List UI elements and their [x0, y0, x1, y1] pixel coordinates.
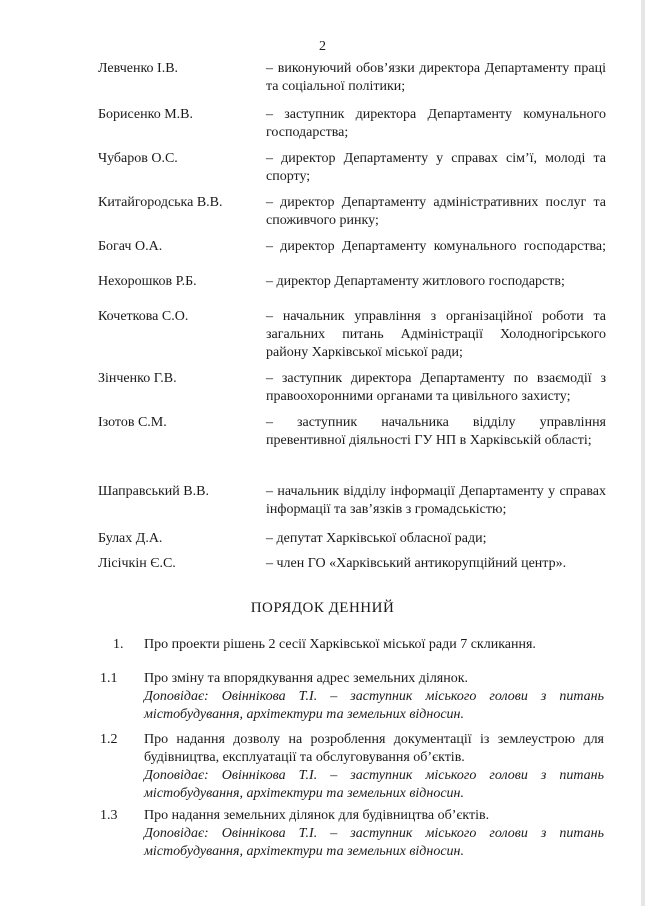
agenda-item-title: Про зміну та впорядкування адрес земельних ділянок. [144, 671, 469, 686]
agenda-item [144, 670, 604, 724]
agenda-item-speaker: Доповідає: Овіннікова Т.І. – заступник міського голови з питань містобудування, архітектури та земельних відносин. [144, 768, 604, 801]
participant-name: Борисенко М.В. [98, 107, 193, 122]
agenda-item-number: 1.3 [100, 808, 118, 823]
participant-role: – виконуючий обов’язки директора Департаменту праці та соціальної політики; [266, 61, 606, 94]
participant-name: Зінченко Г.В. [98, 371, 177, 386]
participant-name: Богач О.А. [98, 239, 163, 254]
agenda-section-number: 1. [113, 637, 124, 652]
participant-role: – директор Департаменту адміністративних послуг та споживчого ринку; [266, 195, 606, 228]
page-number: 2 [319, 39, 326, 54]
participant-role: – начальник управління з організаційної роботи та загальних питань Адміністрації Холодногірського району Харківської міської ради; [266, 309, 606, 360]
agenda-item [144, 807, 604, 861]
participant-name: Нехорошков Р.Б. [98, 274, 197, 289]
participant-role: – заступник начальника відділу управління превентивної діяльності ГУ НП в Харківській області; [266, 415, 606, 448]
participant-role: – директор Департаменту житлового господарств; [266, 274, 565, 289]
agenda-item-title: Про надання земельних ділянок для будівництва об’єктів. [144, 808, 490, 823]
participant-name: Шаправський В.В. [98, 484, 209, 499]
participant-name: Левченко І.В. [98, 61, 179, 76]
agenda-section-title: Про проекти рішень 2 сесії Харківської міської ради 7 скликання. [144, 637, 536, 652]
participant-name: Ізотов С.М. [98, 415, 167, 430]
participant-role: – директор Департаменту комунального господарства; [266, 239, 606, 254]
participant-name: Булах Д.А. [98, 531, 163, 546]
participant-role: – начальник відділу інформації Департаменту у справах інформації та зав’язків з громадськістю; [266, 484, 606, 517]
agenda-item-number: 1.2 [100, 732, 118, 747]
participant-name: Чубаров О.С. [98, 151, 178, 166]
agenda-title: ПОРЯДОК ДЕННИЙ [250, 600, 395, 616]
agenda-item-title: Про надання дозволу на розроблення документації із землеустрою для будівництва, експлуатації та обслуговування об’єктів. [144, 732, 604, 765]
agenda-item-speaker: Доповідає: Овіннікова Т.І. – заступник міського голови з питань містобудування, архітектури та земельних відносин. [144, 826, 604, 859]
agenda-item-speaker: Доповідає: Овіннікова Т.І. – заступник міського голови з питань містобудування, архітектури та земельних відносин. [144, 689, 604, 722]
participant-role: – заступник директора Департаменту комунального господарства; [266, 107, 606, 140]
page-edge [641, 0, 645, 906]
participant-role: – член ГО «Харківський антикорупційний центр». [266, 556, 567, 571]
agenda-item-number: 1.1 [100, 671, 118, 686]
agenda-item [144, 731, 604, 803]
participant-name: Лісічкін Є.С. [98, 556, 176, 571]
participant-role: – депутат Харківської обласної ради; [266, 531, 487, 546]
participant-role: – заступник директора Департаменту по взаємодії з правоохоронними органами та цивільного захисту; [266, 371, 606, 404]
participant-name: Кочеткова С.О. [98, 309, 189, 324]
participant-name: Китайгородська В.В. [98, 195, 223, 210]
participant-role: – директор Департаменту у справах сім’ї, молоді та спорту; [266, 151, 606, 184]
